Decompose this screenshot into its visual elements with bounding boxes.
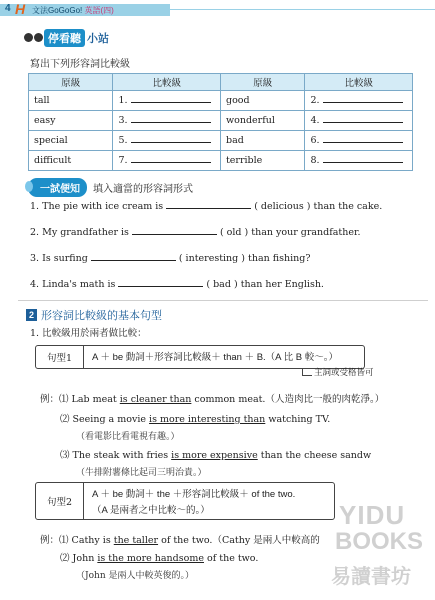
answer-blank[interactable]: 8. bbox=[305, 151, 413, 171]
example-sentence: ⑵ Seeing a movie is more interesting than watching TV. bbox=[60, 414, 331, 425]
answer-blank[interactable]: 6. bbox=[305, 131, 413, 151]
col-header: 原級 bbox=[29, 74, 113, 91]
badge-label-2: 小站 bbox=[87, 33, 109, 45]
example-translation: （John 是兩人中較英俊的。） bbox=[76, 571, 194, 581]
table-instruction: 寫出下列形容詞比較級 bbox=[30, 59, 130, 70]
table-header-row bbox=[29, 74, 413, 91]
answer-blank[interactable]: 1. bbox=[113, 91, 221, 111]
base-word: wonderful bbox=[220, 111, 304, 131]
answer-blank[interactable] bbox=[166, 201, 251, 209]
section-heading: 形容詞比較級的基本句型 bbox=[41, 309, 162, 322]
section-number: 2 bbox=[26, 309, 37, 321]
page-header bbox=[0, 0, 435, 20]
pattern-formula: A ＋ be 動詞＋ the ＋形容詞比較級＋ of the two. （A 是兩者之中比較～的。） bbox=[92, 489, 296, 516]
base-word: easy bbox=[29, 111, 113, 131]
base-word: good bbox=[220, 91, 304, 111]
practice-instruction: 填入適當的形容詞形式 bbox=[93, 183, 193, 195]
series-subtitle: 英語(四) bbox=[84, 6, 114, 15]
pattern-formula: A ＋ be 動詞＋形容詞比較級＋ than ＋ B.（A 比 B 較～。） bbox=[92, 352, 338, 363]
base-word: difficult bbox=[29, 151, 113, 171]
practice-badge: 一試便知 bbox=[28, 178, 87, 197]
section-title bbox=[26, 307, 162, 323]
practice-question: 1. The pie with ice cream is ( delicious ) than the cake. bbox=[30, 201, 383, 212]
practice-question: 3. Is surfing ( interesting ) than fishing? bbox=[30, 253, 311, 264]
example-sentence: 例：⑴ Lab meat is cleaner than common meat.（人造肉比一般的肉乾淨。） bbox=[40, 394, 385, 405]
answer-blank[interactable]: 3. bbox=[113, 111, 221, 131]
practice-question: 4. Linda's math is ( bad ) than her English. bbox=[30, 279, 324, 290]
answer-blank[interactable] bbox=[91, 253, 176, 261]
table-row bbox=[29, 131, 413, 151]
series-title: 文法GoGoGo! 英語(四) bbox=[32, 6, 114, 15]
pattern-box-2 bbox=[35, 482, 335, 520]
subsection-intro: 1. 比較級用於兩者做比較： bbox=[30, 328, 147, 339]
headphone-icon bbox=[24, 28, 46, 48]
answer-blank[interactable]: 2. bbox=[305, 91, 413, 111]
header-rule bbox=[170, 9, 435, 10]
answer-blank[interactable] bbox=[132, 227, 217, 235]
comparative-table bbox=[28, 73, 413, 171]
practice-header bbox=[28, 178, 193, 196]
example-translation: （牛排附薯條比起司三明治貴。） bbox=[76, 468, 207, 478]
note-arrow bbox=[302, 369, 312, 376]
pattern-label: 句型1 bbox=[36, 346, 84, 368]
base-word: bad bbox=[220, 131, 304, 151]
table-row bbox=[29, 91, 413, 111]
page-number: 4 bbox=[5, 3, 11, 14]
col-header: 比較級 bbox=[113, 74, 221, 91]
example-sentence: 例：⑴ Cathy is the taller of the two.（Cathy 是兩人中較高的 bbox=[40, 535, 320, 546]
pattern-label: 句型2 bbox=[36, 483, 84, 519]
pattern-note: 主詞或受格皆可 bbox=[314, 368, 374, 378]
watermark-logo: YIDU BOOKS 易讀書坊 bbox=[331, 500, 424, 588]
col-header: 比較級 bbox=[305, 74, 413, 91]
example-sentence: ⑶ The steak with fries is more expensive than the cheese sandw bbox=[60, 450, 372, 461]
example-translation: （看電影比看電視有趣。） bbox=[76, 432, 180, 442]
answer-blank[interactable]: 7. bbox=[113, 151, 221, 171]
example-sentence: ⑵ John is the more handsome of the two. bbox=[60, 553, 259, 564]
base-word: terrible bbox=[220, 151, 304, 171]
badge-label: 停看聽 bbox=[44, 29, 85, 47]
answer-blank[interactable] bbox=[118, 279, 203, 287]
col-header: 原級 bbox=[220, 74, 304, 91]
practice-question: 2. My grandfather is ( old ) than your grandfather. bbox=[30, 227, 361, 238]
table-row bbox=[29, 111, 413, 131]
section-badge bbox=[24, 28, 109, 48]
section-divider bbox=[18, 300, 428, 301]
base-word: tall bbox=[29, 91, 113, 111]
base-word: special bbox=[29, 131, 113, 151]
answer-blank[interactable]: 4. bbox=[305, 111, 413, 131]
answer-blank[interactable]: 5. bbox=[113, 131, 221, 151]
series-logo: H bbox=[15, 1, 26, 17]
table-row bbox=[29, 151, 413, 171]
